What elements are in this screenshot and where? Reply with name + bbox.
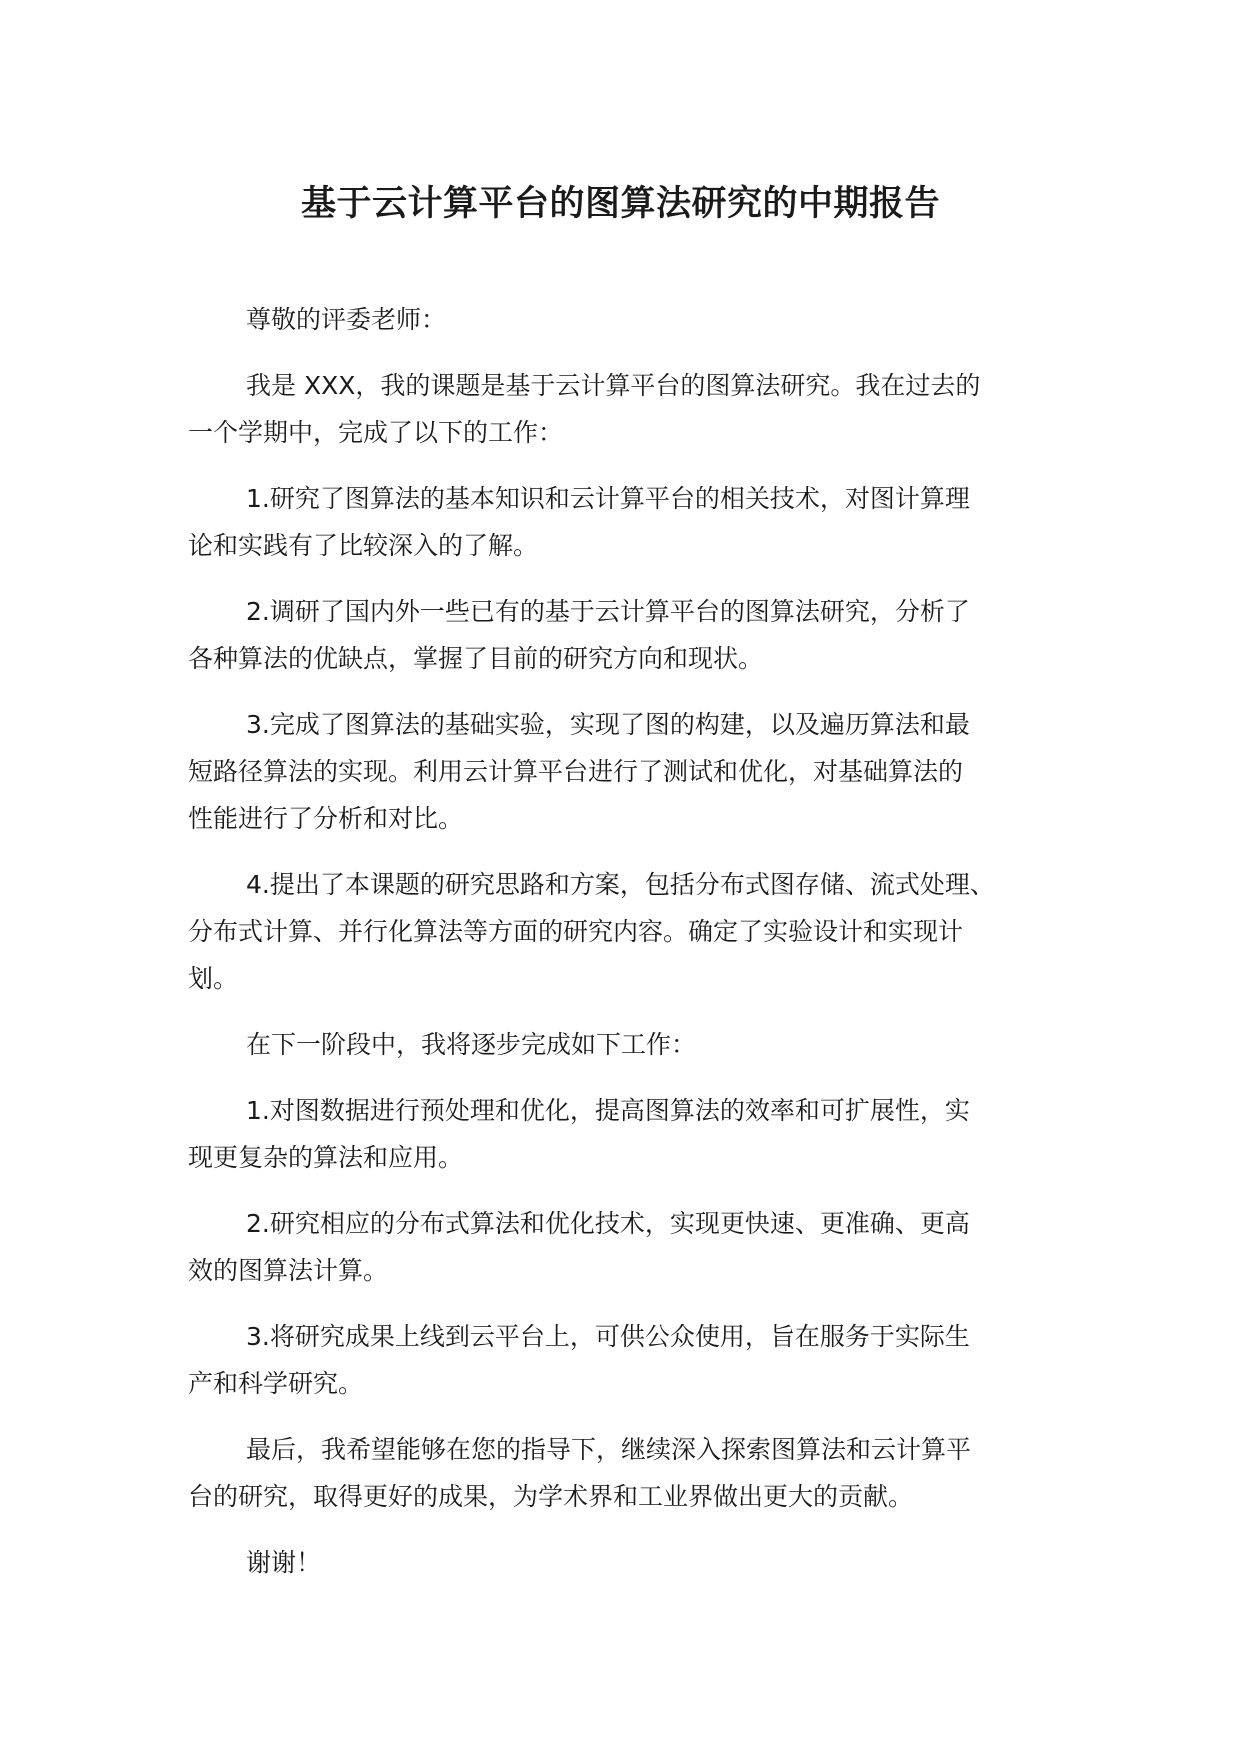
- text-line: 现更复杂的算法和应用。: [188, 1143, 464, 1172]
- text-line: 分布式计算、并行化算法等方面的研究内容。确定了实验设计和实现计: [188, 917, 964, 946]
- paragraph-closing: [188, 1426, 1068, 1520]
- paragraph-done-2: [188, 588, 1068, 682]
- text-line: 1.研究了图算法的基本知识和云计算平台的相关技术，对图计算理: [246, 484, 970, 513]
- document-body: [188, 296, 1068, 1605]
- text-line: 划。: [188, 964, 239, 993]
- text-line: 短路径算法的实现。利用云计算平台进行了测试和优化，对基础算法的: [188, 757, 964, 786]
- paragraph-intro: [188, 362, 1068, 456]
- paragraph-greeting: [188, 296, 1068, 343]
- text-line: 产和科学研究。: [188, 1369, 364, 1398]
- text-line: 各种算法的优缺点，掌握了目前的研究方向和现状。: [188, 644, 764, 673]
- paragraph-next-intro: [188, 1021, 1068, 1068]
- paragraph-next-3: [188, 1313, 1068, 1407]
- text-line: 台的研究，取得更好的成果，为学术界和工业界做出更大的贡献。: [188, 1482, 914, 1511]
- page-title: 基于云计算平台的图算法研究的中期报告: [300, 184, 940, 224]
- paragraph-done-4: [188, 861, 1068, 1002]
- text-line: 论和实践有了比较深入的了解。: [188, 531, 539, 560]
- paragraph-next-2: [188, 1200, 1068, 1294]
- text-line: 3.完成了图算法的基础实验，实现了图的构建，以及遍历算法和最: [246, 710, 970, 739]
- text-line: 谢谢！: [246, 1548, 322, 1577]
- paragraph-thanks: [188, 1539, 1068, 1586]
- text-line: 1.对图数据进行预处理和优化，提高图算法的效率和可扩展性，实: [246, 1096, 970, 1125]
- text-line: 最后，我希望能够在您的指导下，继续深入探索图算法和云计算平: [246, 1435, 972, 1464]
- paragraph-done-1: [188, 475, 1068, 569]
- text-line: 一个学期中，完成了以下的工作：: [188, 418, 564, 447]
- text-line: 3.将研究成果上线到云平台上，可供公众使用，旨在服务于实际生: [246, 1322, 970, 1351]
- text-line: 尊敬的评委老师：: [246, 305, 447, 334]
- text-line: 2.调研了国内外一些已有的基于云计算平台的图算法研究，分析了: [246, 597, 970, 626]
- text-line: 我是 XXX，我的课题是基于云计算平台的图算法研究。我在过去的: [246, 371, 981, 400]
- text-line: 2.研究相应的分布式算法和优化技术，实现更快速、更准确、更高: [246, 1209, 970, 1238]
- paragraph-next-1: [188, 1087, 1068, 1181]
- text-line: 在下一阶段中，我将逐步完成如下工作：: [246, 1030, 697, 1059]
- text-line: 效的图算法计算。: [188, 1256, 389, 1285]
- text-line: 4.提出了本课题的研究思路和方案，包括分布式图存储、流式处理、: [246, 870, 995, 899]
- text-line: 性能进行了分析和对比。: [188, 804, 464, 833]
- paragraph-done-3: [188, 701, 1068, 842]
